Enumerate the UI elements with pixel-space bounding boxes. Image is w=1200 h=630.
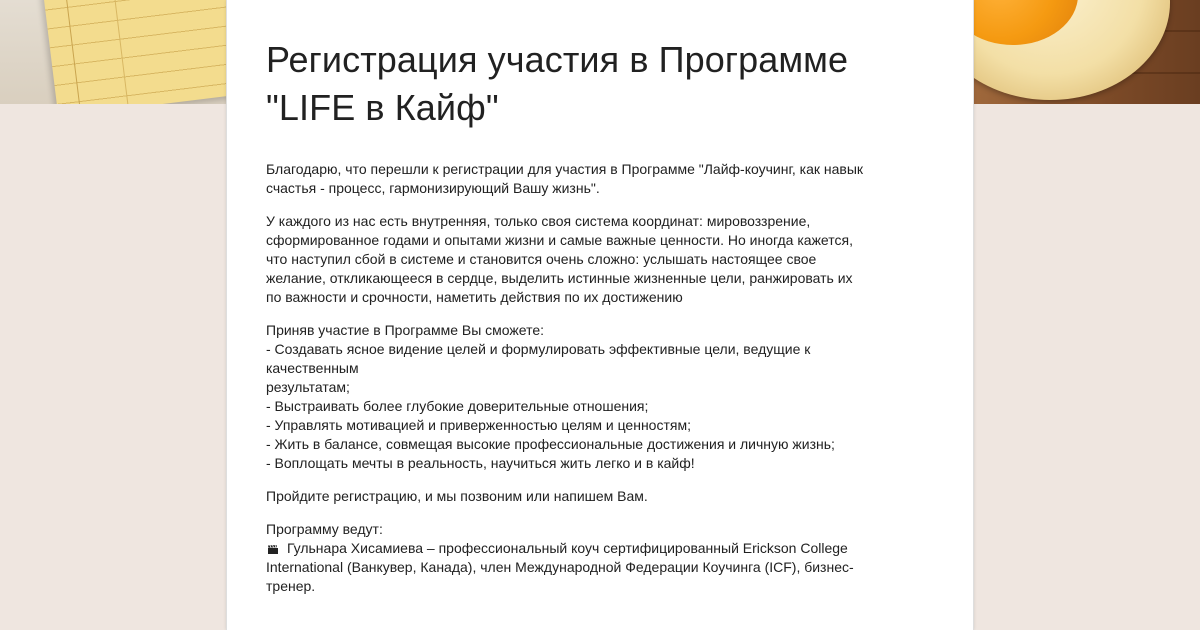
benefit-item: качественным (266, 360, 359, 376)
benefit-item: - Жить в балансе, совмещая высокие профессиональные достижения и личную жизнь; (266, 436, 835, 452)
hosts-heading: Программу ведут: (266, 521, 383, 537)
intro-line: счастья - процесс, гармонизирующий Вашу жизнь". (266, 180, 600, 196)
form-description (266, 160, 936, 596)
call-to-action-text: Пройдите регистрацию, и мы позвоним или напишем Вам. (266, 488, 648, 504)
intro-line: Благодарю, что перешли к регистрации для участия в Программе "Лайф-коучинг, как навык (266, 161, 864, 177)
coordinates-paragraph (266, 212, 936, 307)
coordinates-line: что наступил сбой в системе и становится очень сложно: услышать настоящее свое (266, 251, 817, 267)
benefits-heading: Приняв участие в Программе Вы сможете: (266, 322, 545, 338)
benefit-item: - Создавать ясное видение целей и формулировать эффективные цели, ведущие к (266, 341, 811, 357)
notepad-image (43, 0, 242, 104)
form-title-line2: "LIFE в Кайф" (266, 87, 499, 128)
hosts-paragraph (266, 520, 936, 596)
benefit-item: результатам; (266, 379, 350, 395)
cta-paragraph (266, 487, 936, 506)
coordinates-line: желание, откликающееся в сердце, выделить истинные жизненные цели, ранжировать их (266, 270, 853, 286)
coordinates-line: по важности и срочности, наметить действия по их достижению (266, 289, 683, 305)
host-line: International (Ванкувер, Канада), член Международной Федерации Коучинга (ICF), бизнес- (266, 559, 854, 575)
intro-paragraph (266, 160, 936, 198)
host-line (266, 539, 936, 558)
benefit-item: - Воплощать мечты в реальность, научиться жить легко и в кайф! (266, 455, 695, 471)
coordinates-line: У каждого из нас есть внутренняя, только своя система координат: мировоззрение, (266, 213, 811, 229)
form-title-line1: Регистрация участия в Программе (266, 39, 849, 80)
host1-line1: Гульнара Хисамиева – профессиональный коуч сертифицированный Erickson College (287, 540, 848, 556)
benefits-paragraph (266, 321, 936, 473)
benefit-item: - Управлять мотивацией и приверженностью целям и ценностям; (266, 417, 691, 433)
host-line: тренер. (266, 578, 316, 594)
benefit-item: - Выстраивать более глубокие доверительные отношения; (266, 398, 649, 414)
clapper-board-icon (268, 545, 278, 554)
form-title (266, 36, 946, 132)
coordinates-line: сформированное годами и опытами жизни и самые важные ценности. Но иногда кажется, (266, 232, 853, 248)
form-card (226, 0, 974, 630)
